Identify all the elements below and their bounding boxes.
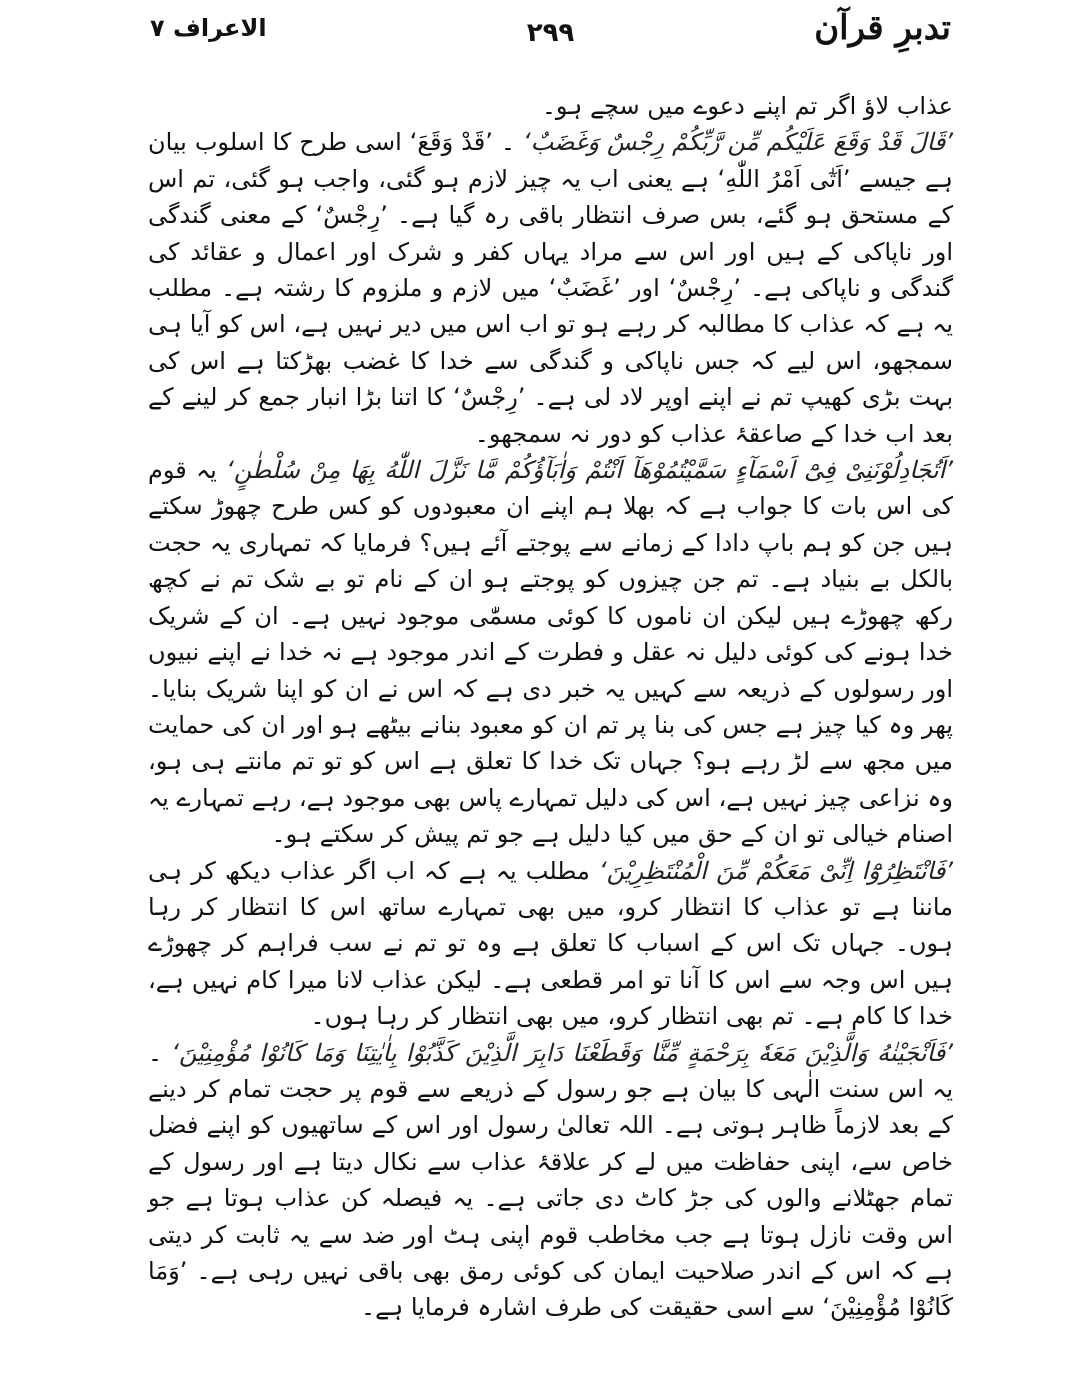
paragraph-text: ۔ ’قَدْ وَقَعَ‘ اسی طرح کا اسلوب بیان ہے جیسے ’اَتٰٓى اَمْرُ اللّٰهِ‘ ہے یعنی اب یہ چیز لازم ہو گئی، واجب ہو گئی، تم اس کے مستحق ہو گئے، بس صرف انتظار باقی رہ گیا ہے۔ ’رِجْسٌ‘ کے معنی گندگی اور ناپاکی کے ہیں اور اس سے مراد یہاں کفر و شرک اور اعمال و عقائد کی گندگی و ناپاکی ہے۔ ’رِجْسٌ‘ اور ’غَضَبٌ‘ میں لازم و ملزوم کا رشتہ ہے۔ مطلب یہ ہے کہ عذاب کا مطالبہ کر رہے ہو تو اب اس میں دیر نہیں ہے، اس کو آیا ہی سمجھو، اس لیے کہ جس ناپاکی و گندگی سے خدا کا غضب بھڑکتا ہے اس کی بہت بڑی کھیپ تم نے اپنے اوپر لاد لی ہے۔ ’رِجْسٌ‘ کا اتنا بڑا انبار جمع کر لینے کے بعد اب خدا کے صاعقۂ عذاب کو دور نہ سمجھو۔ (148, 128, 953, 448)
verse-quote: ’فَاَنْجَيْنٰهُ وَالَّذِيْنَ مَعَهٗ بِرَحْمَةٍ مِّنَّا وَقَطَعْنَا دَابِرَ الَّذِيْنَ كَذَّبُوْا بِاٰيٰتِنَا وَمَا كَانُوْا مُؤْمِنِيْنَ‘ (171, 1038, 953, 1067)
book-title: تدبرِ قرآن (814, 8, 951, 48)
paragraph-text: عذاب لاؤ اگر تم اپنے دعوے میں سچے ہو۔ (541, 92, 953, 120)
surah-name: الاعراف ۷ (150, 14, 267, 42)
paragraph (148, 452, 953, 852)
page-number: ۲۹۹ (526, 18, 575, 48)
paragraph (148, 124, 953, 452)
paragraph (148, 88, 953, 124)
paragraph-text: مطلب یہ ہے کہ اب اگر عذاب دیکھ کر ہی ماننا ہے تو عذاب کا انتظار کرو، میں بھی تمہارے ساتھ اس کا انتظار کر رہا ہوں۔ جہاں تک اس کے اسباب کا تعلق ہے وہ تو تم نے سب فراہم کر چھوڑے ہیں اس وجہ سے اس کا آنا تو امر قطعی ہے۔ لیکن عذاب لانا میرا کام نہیں ہے، خدا کا کام ہے۔ تم بھی انتظار کرو، میں بھی انتظار کر رہا ہوں۔ (148, 856, 953, 1031)
commentary-text (148, 88, 953, 1326)
verse-quote: ’فَانْتَظِرُوْٓا اِنِّىْ مَعَكُمْ مِّنَ الْمُنْتَظِرِيْنَ‘ (598, 856, 953, 885)
page-header (150, 8, 951, 58)
paragraph (148, 853, 953, 1035)
paragraph (148, 1035, 953, 1326)
paragraph-text: یہ قوم کی اس بات کا جواب ہے کہ بھلا ہم اپنے ان معبودوں کو کس طرح چھوڑ سکتے ہیں جن کو ہم باپ دادا کے زمانے سے پوجتے آئے ہیں؟ فرمایا کہ تمہاری یہ حجت بالکل بے بنیاد ہے۔ تم جن چیزوں کو پوجتے ہو ان کے نام تو بے شک تم نے کچھ رکھ چھوڑے ہیں لیکن ان ناموں کا کوئی مسمّٰی موجود نہیں ہے۔ ان کے شریک خدا ہونے کی کوئی دلیل نہ عقل و فطرت کے اندر موجود ہے نہ خدا نے اپنے نبیوں اور رسولوں کے ذریعہ سے کہیں یہ خبر دی ہے کہ اس نے ان کو اپنا شریک بنایا۔ پھر وہ کیا چیز ہے جس کی بنا پر تم ان کو معبود بنانے بیٹھے ہو اور ان کی حمایت میں مجھ سے لڑ رہے ہو؟ جہاں تک خدا کا تعلق ہے اس کو تو تم مانتے ہی ہو، وہ نزاعی چیز نہیں ہے، اس کی دلیل تمہارے پاس بھی موجود ہے، رہے تمہارے یہ اصنام خیالی تو ان کے حق میں کیا دلیل ہے جو تم پیش کر سکتے ہو۔ (148, 456, 953, 849)
verse-quote: ’اَتُجَادِلُوْنَنِىْ فِىْٓ اَسْمَآءٍ سَمَّيْتُمُوْهَآ اَنْتُمْ وَاٰبَآؤُكُمْ مَّا نَزَّلَ اللّٰهُ بِهَا مِنْ سُلْطٰنٍ‘ (226, 456, 953, 485)
paragraph-text: ۔ یہ اس سنت الٰہی کا بیان ہے جو رسول کے ذریعے سے قوم پر حجت تمام کر دینے کے بعد لازماً ظاہر ہوتی ہے۔ اللہ تعالیٰ رسول اور اس کے ساتھیوں کو اپنے فضل خاص سے، اپنی حفاظت میں لے کر علاقۂ عذاب سے نکال دیتا ہے اور رسول کے تمام جھٹلانے والوں کی جڑ کاٹ دی جاتی ہے۔ یہ فیصلہ کن عذاب ہوتا ہے جو اس وقت نازل ہوتا ہے جب مخاطب قوم اپنی ہٹ اور ضد سے یہ ثابت کر دیتی ہے کہ اس کے اندر صلاحیت ایمان کی کوئی رمق بھی باقی نہیں رہی ہے۔ ’وَمَا كَانُوْا مُؤْمِنِيْنَ‘ سے اسی حقیقت کی طرف اشارہ فرمایا ہے۔ (148, 1038, 953, 1322)
verse-quote: ’قَالَ قَدْ وَقَعَ عَلَيْكُم مِّن رَّبِّكُمْ رِجْسٌ وَغَضَبٌ‘ (522, 128, 954, 157)
